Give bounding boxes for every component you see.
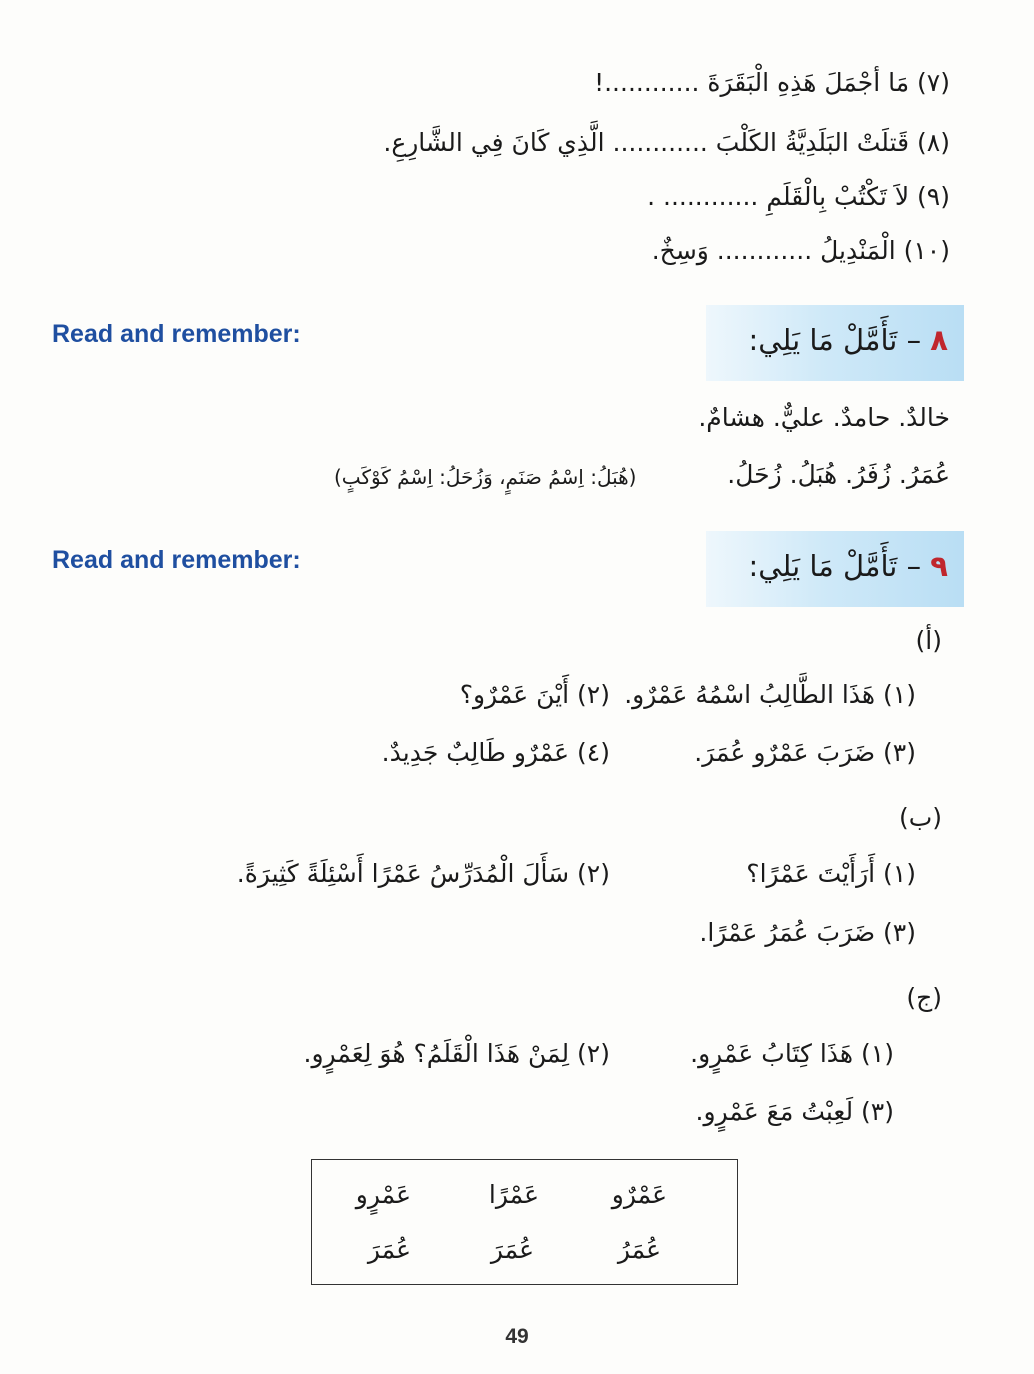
- exercise-line-10: (١٠) الْمَنْدِيلُ ............ وَسِخٌ.: [651, 236, 950, 265]
- group-c-label: (ج): [906, 983, 942, 1012]
- exercise-line-9: (٩) لاَ تَكْتُبْ بِالْقَلَمِ ............ .: [647, 182, 950, 211]
- read-and-remember-label-8: Read and remember:: [52, 320, 301, 348]
- group-c-item-1: (١) هَذَا كِتَابُ عَمْرٍو.: [690, 1039, 894, 1068]
- box-cell-r1c1: عَمْرٌو: [611, 1180, 667, 1209]
- exercise-line-7: (٧) مَا أجْمَلَ هَذِهِ الْبَقَرَةَ ............!: [594, 68, 950, 97]
- group-b-label: (ب): [898, 803, 942, 832]
- section-8-number: ٨: [930, 323, 948, 357]
- names-line-2: عُمَرُ. زُفَرُ. هُبَلُ. زُحَلُ.: [727, 460, 950, 489]
- group-c-item-3: (٣) لَعِبْتُ مَعَ عَمْرٍو.: [695, 1097, 894, 1126]
- group-a-item-4: (٤) عَمْرٌو طَالِبٌ جَدِيدٌ.: [381, 738, 610, 767]
- box-cell-r2c2: عُمَرَ: [490, 1235, 534, 1264]
- group-b-item-1: (١) أَرَأَيْتَ عَمْرًا؟: [746, 859, 916, 888]
- section-8-heading-text: – تَأَمَّلْ مَا يَلِي:: [748, 323, 922, 357]
- group-b-item-2: (٢) سَأَلَ الْمُدَرِّسُ عَمْرًا أَسْئِلَةً كَثِيرَةً.: [236, 859, 610, 888]
- box-cell-r2c1: عُمَرُ: [617, 1235, 661, 1264]
- section-8-title: [749, 323, 948, 357]
- section-9-title: [749, 549, 948, 583]
- read-and-remember-label-9: Read and remember:: [52, 546, 301, 574]
- group-a-label: (أ): [915, 626, 942, 655]
- box-cell-r1c2: عَمْرًا: [488, 1180, 539, 1209]
- group-a-item-3: (٣) ضَرَبَ عَمْرٌو عُمَرَ.: [694, 738, 916, 767]
- group-a-item-1: (١) هَذَا الطَّالِبُ اسْمُهُ عَمْرٌو.: [624, 680, 916, 709]
- box-cell-r2c3: عُمَرَ: [367, 1235, 411, 1264]
- section-9-number: ٩: [930, 549, 948, 583]
- group-b-item-3: (٣) ضَرَبَ عُمَرُ عَمْرًا.: [699, 918, 916, 947]
- group-c-item-2: (٢) لِمَنْ هَذَا الْقَلَمُ؟ هُوَ لِعَمْرٍو.: [303, 1039, 610, 1068]
- names-note: (هُبَلُ: اِسْمُ صَنَمٍ، وَزُحَلُ: اِسْمُ كَوْكَبٍ): [334, 465, 637, 489]
- word-forms-box: [311, 1159, 738, 1285]
- section-9-heading-text: – تَأَمَّلْ مَا يَلِي:: [748, 549, 922, 583]
- box-cell-r1c3: عَمْرٍو: [355, 1180, 411, 1209]
- group-a-item-2: (٢) أَيْنَ عَمْرٌو؟: [459, 680, 610, 709]
- exercise-line-8: (٨) قَتلَتْ البَلَدِيَّةُ الكَلْبَ ............ الَّذِي كَانَ فِي الشَّارِعِ.: [383, 128, 950, 157]
- page-number: 49: [505, 1325, 529, 1348]
- names-line: خالدٌ. حامدٌ. عليٌّ. هشامٌ.: [698, 403, 950, 432]
